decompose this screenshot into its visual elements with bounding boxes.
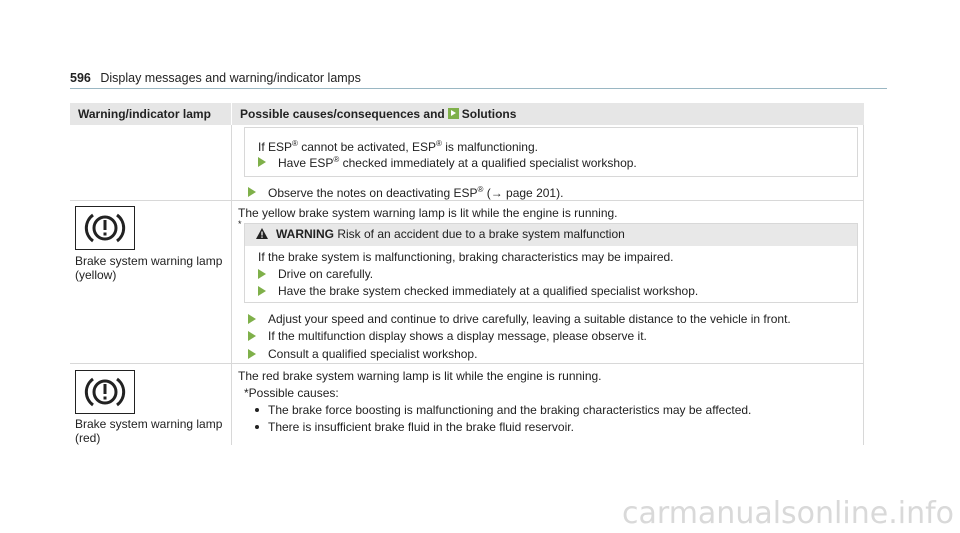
row-divider <box>70 363 864 364</box>
warning-heading <box>276 227 625 241</box>
yellow-step-1: Adjust your speed and continue to drive carefully, leaving a suitable distance to the vehicle in front. <box>268 312 791 326</box>
page-title: Display messages and warning/indicator lamps <box>100 71 361 85</box>
step-arrow-icon <box>248 349 256 359</box>
warning-triangle-icon <box>256 228 268 239</box>
watermark: carmanualsonline.info <box>622 496 954 531</box>
bullet <box>255 408 259 412</box>
row-divider <box>70 200 864 201</box>
asterisk: * <box>238 219 242 229</box>
lamp-label-red-1: Brake system warning lamp <box>75 417 223 431</box>
yellow-step-2: If the multifunction display shows a display message, please observe it. <box>268 329 647 343</box>
step-arrow-icon <box>248 314 256 324</box>
step-arrow-icon <box>258 269 266 279</box>
brake-warning-lamp-red-icon <box>75 370 135 414</box>
column-header-causes <box>232 103 864 125</box>
esp-box-step: Have ESP® checked immediately at a qualified specialist workshop. <box>278 155 637 170</box>
warning-step-2: Have the brake system checked immediately at a qualified specialist workshop. <box>278 284 699 298</box>
step-arrow-icon <box>248 187 256 197</box>
red-cause-1: The brake force boosting is malfunctioning and the braking characteristics may be affected. <box>268 403 752 417</box>
lamp-label-yellow-2: (yellow) <box>75 268 117 282</box>
lamp-label-red-2: (red) <box>75 431 101 445</box>
column-header-solutions-text: Solutions <box>461 107 517 121</box>
red-cause-2: There is insufficient brake fluid in the brake fluid reservoir. <box>268 420 574 434</box>
page-number: 596 <box>70 71 91 85</box>
warning-body: If the brake system is malfunctioning, braking characteristics may be impaired. <box>258 250 674 264</box>
warning-subject: Risk of an accident due to a brake system malfunction <box>337 227 625 241</box>
warning-table <box>70 103 864 445</box>
arrow-icon <box>448 108 459 119</box>
column-header-lamp: Warning/indicator lamp <box>70 103 231 125</box>
possible-causes: *Possible causes: <box>244 386 339 400</box>
right-border <box>863 125 864 445</box>
column-divider <box>231 125 232 445</box>
page-header <box>70 71 361 85</box>
brake-warning-lamp-yellow-icon <box>75 206 135 250</box>
esp-deactivate-step: Observe the notes on deactivating ESP® (→ page 201). <box>268 185 564 200</box>
step-arrow-icon <box>258 286 266 296</box>
lamp-label-yellow-1: Brake system warning lamp <box>75 254 223 268</box>
yellow-step-3: Consult a qualified specialist workshop. <box>268 347 478 361</box>
yellow-lamp-intro: The yellow brake system warning lamp is lit while the engine is running. <box>238 206 618 220</box>
warning-step-1: Drive on carefully. <box>278 267 374 281</box>
header-rule <box>70 88 887 89</box>
step-arrow-icon <box>248 331 256 341</box>
bullet <box>255 425 259 429</box>
esp-box-text: If ESP® cannot be activated, ESP® is malfunctioning. <box>258 139 538 154</box>
red-lamp-intro: The red brake system warning lamp is lit while the engine is running. <box>238 369 602 383</box>
column-header-causes-text: Possible causes/consequences and <box>240 107 445 121</box>
warning-title: WARNING <box>276 227 334 241</box>
step-arrow-icon <box>258 157 266 167</box>
